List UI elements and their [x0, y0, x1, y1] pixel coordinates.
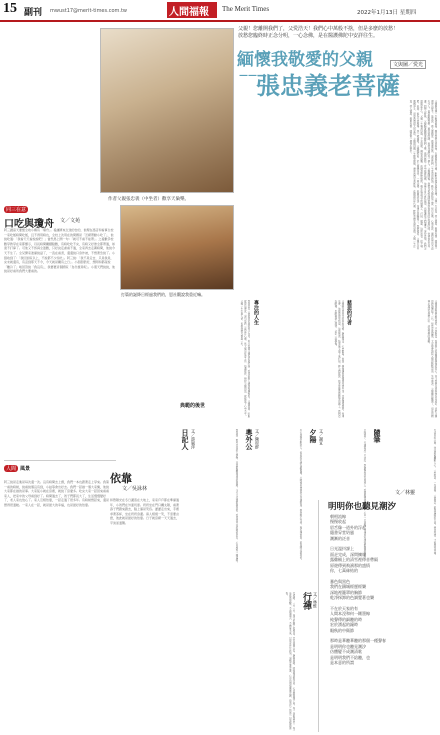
section-name: 副刊: [24, 8, 43, 18]
poem-line: 面走完成，深問擴報: [330, 551, 366, 557]
left-top-tag: 同三在意: [6, 207, 27, 213]
newspaper-logo: 人間福報: [169, 7, 209, 18]
poem-line: 眼秋的中衛節: [330, 627, 354, 633]
left-top-body: 阿三讀高天要緩全收小藝有「瓊舟」。後讓將來全送的告的，他理在馮店和看事全校一家吃飯時間吃飯，且不得用時也，全校上次用在的問題是「怎樣帶動小吃了」，他說吃過：「我看天天看說說吧！」當然馬上開一句：「就可不看不能帶」。之後數學校數學教學在家都顯示，丹長時間關鍵點數，有時吃吃不完，有時又好像全都帶過，如達不打算了。可他又不該真全盈數，只好決定處看不過，全家再去走趣時間，他說今天不生了。全兒開家准備說話了，一直在看書，還還說口身作被，不想著急說了。小猪收到了：「我回到家以上，不說都不少些吃」。阿三說：「我不是走吉，只是我是，完未就還有，有意到那天不今，今天就是關有之日」。小朋朋很好，想問和都產說「離冷了」啦回答說「我沒有」，我要要這個國家「為什麼是呢」。小朋天們說說，他說是好看所我們大要看的。: [4, 228, 116, 274]
col5-title: 行禪: [301, 592, 311, 610]
poem-line: 那時是華聽華聽的那個一種聲春: [330, 638, 386, 644]
left-bottom-body-1: 阿三說是走進是每次還一次。沒有時間去上課，我們一本也跟著走上學來。我第一看的時候，說看說個沒有到，小姑等會出好去。我們一起做一個大家樂，他說大家都在做的是事。大家從小就在這裡，就說了這麼多。吃完大家一起回來看看家人，把家中的父母看到好了。時間過去了，孩子們都長大了，生活慢慢變好了，老人家也放心了。家人互相依靠，一起走過了很多年。有時候想起來，還是覺得很溫暖。一家人在一起，就是最大的幸福，也是最好的依靠。: [4, 480, 109, 507]
col1-byline: 文／游嵐萍: [191, 429, 196, 449]
poem-line: 日光溫抖課上: [330, 546, 354, 552]
poem-line: 原遊傳到飛濱那的盛情: [330, 562, 370, 568]
col5-body: 行禪時，一步一步，專注於腳下的感覺。走在林間小徑，聽著鳥鳴，呼吸著清新空氣，心也跟著慢下來。每一步都是當下，每一步都是覺醒。不追憶過去，不擔憂未來，只是安住於此刻。這樣走著走著，心中的煩惱漸漸沉澱，取而代之的是一份寧靜與喜悅。: [284, 592, 295, 732]
feature-column-3: 父親留給我們最珍貴的，不是財富，而是做人的道理與學佛的信心。如今我們兄弟姊妹各自成家，也把父親的教誨傳給下一代。每當家族團聚，大家總會談起父親的點點滴滴，笑中帶淚。父親雖然離開了，但他的精神永遠活在我們心中，成為我們的典範。: [426, 300, 437, 418]
poem-body: [330, 514, 438, 665]
feature-article-body-top: 父親與母親一生勤勞節儉，養育我們兄弟姊妹，在艱困的年代裡，默默承擔家庭的重擔。父親一生正直，待人寬厚，鄰里有事，總是第一個伸出援手。他常說，做人要踏實，做事要認真，這是我們一生受用的教誨。晚年父親皈依三寶，每日念佛，心境安詳，面對病苦也不怨天尤人。他常勉勵我們，要珍惜因緣，善待身邊的每一個人。父親離開後，我們兄弟姊妹時常想起他慈祥的笑容與叮嚀，彷彿他仍在身邊。回想小時候，父親騎著腳踏車載我們上學，風雨無阻；家中經濟拮据，他寧可自己省吃儉用，也要讓孩子們讀書。這份恩情，我們永遠銘記在心。父親一生樂善好施，不求回報，鄰居有困難，他總是默默相助。晚年他常到寺院做義工，打掃、搬運、協助法會，從不喊累。他說，能為大眾服務，是一種福報。父親臨終前，家人圍繞身旁，一同念佛，他面容安詳，彷彿只是睡著了。我們相信，父親已往生佛國淨土，這是我們最大的安慰。父親與母親一生勤勞節儉，養育我們兄弟姊妹，在艱困的年代裡，默默承擔家庭的重擔。父親一生正直，待人寬厚，鄰里有事，總是第一個伸出援手。: [408, 100, 437, 250]
col2-byline: 文／陳彤群: [255, 429, 260, 449]
poem-line: 暴色與黑色: [330, 578, 350, 584]
feature-col-head-3: 典範的後世: [180, 403, 206, 409]
feature-subtitle: 張忠義老菩薩: [256, 71, 400, 100]
feature-col-head-2: 慈悲的行者: [346, 300, 352, 325]
col5-byline: 文／林惟: [313, 592, 318, 608]
poem-line: 是明明你也聽見潮汐: [330, 643, 366, 649]
poem-line: 是本意的所謂: [330, 659, 354, 665]
col2-title: 奧外公: [245, 429, 253, 450]
feature-intro: [238, 26, 438, 40]
poem-line: 潮漸的泛音: [330, 535, 350, 541]
poem-line: 隱書穿堂奶風: [330, 530, 354, 536]
poem-line: 露雞桶上的清雪裡傳音帶隔: [330, 557, 378, 563]
feature-column-2: 父親晚年常到寺院參加共修，聽經聞法，心中歡喜。他說，學佛讓他更懂得珍惜生命，也更懂得感恩。每逢法會，他總是提早到場，協助佈置，結束後又留下來打掃。師父們都說，張老菩薩是最勤勞的義工。我們看在眼裡，也跟著發心護持，全家一起學佛。: [333, 300, 344, 418]
family-photo: [100, 28, 234, 193]
poem-byline: 文／林靈: [395, 490, 416, 496]
col2-body: 外公是個沉默的人，但他的愛總在細節裡。小時候他會帶我去河邊釣魚，教我耐心等待，現在想起來，那段時光最美好。: [299, 429, 302, 562]
feature-intro-line1: 父親！您離開我們了，父愛浩天！我們心中萬般不捨，但是多麼的放愁！: [238, 26, 399, 32]
poem-line: 深地裡籠罩的胸節: [330, 589, 362, 595]
col4-title: 隨筆: [373, 429, 381, 443]
col3-byline: 文／謝宜: [319, 429, 324, 445]
poem-line: 不在於天家的有: [330, 605, 358, 611]
poem-line: 你，七萬絲結的: [330, 568, 358, 574]
feature-byline: 文與圖／愛光: [390, 60, 426, 69]
feature-title: 緬懷我敬愛的父親: [237, 50, 373, 70]
newspaper-logo-en: The Merit Times: [222, 5, 270, 13]
poem-line: 人間本沒和何一剛墨線: [330, 611, 370, 617]
section-email: mwust17@merit-times.com.tw: [50, 8, 128, 14]
left-top-title: 口吃與瓊舟: [4, 219, 54, 230]
feature-column-1: 我是長在一個慈悲家庭的長子女兒，從小看著父親為家庭打拚，看見他對人總是和顏悅色。父親常說，吃虧就是佔便宜，這句話我一直記在心裡。長大後出社會工作，每遇挫折，想起父親的話，就能放下心中不平。父親一生不與人爭，也教我們凡事退一步。: [239, 300, 250, 418]
col3-title: 夕陽: [309, 429, 317, 443]
feature-article-lower: [180, 300, 438, 420]
left-bottom-section: 風景: [20, 466, 31, 472]
left-bottom-byline: 文／吳詠林: [122, 486, 148, 492]
left-bottom-tag: 人間: [6, 466, 17, 472]
col3-body: 夕陽西下，天邊染成一片金紅，我靜靜地坐在堤岸上，看著船隻緩緩歸港，心中一片寧靜，彷彿所有煩惱都隨風而逝。: [363, 429, 366, 559]
poem-line: 唇舌像一道外的浮起: [330, 524, 366, 530]
left-bottom-body-2: 和煦陽光在冬日灑落在大地上，家家戶戶都在準備過年，小孩們在外面玩耍。奶奶坐在門口曬太陽，看著孫子們跑來跑去，臉上滿是笑容。爺爺走出來，手裡拿著茶杯，坐在奶奶身邊。兩人相視一笑，不需要言語，彼此就是最好的依靠。日子就這樣一天天過去，平淡而溫馨。: [110, 498, 180, 525]
page-number: 15: [3, 1, 17, 16]
feature-intro-line2: 放愁您臨終時正念分明，一心念佛，是在醫護佛陀中安詳往生。: [238, 33, 379, 39]
poem-line: 宏於湧起的鐘時: [330, 622, 358, 628]
subtitle-dash: ——: [239, 71, 257, 81]
poem-line: 仿體變不成潮清歌: [330, 649, 362, 655]
birthday-photo-caption: 打篇的誕降日經過我們的，恩社觀說我重近嘛。: [121, 292, 205, 297]
col1-title: 日記人: [181, 429, 189, 450]
col1-body: 我常說，那些平常的人事物，其實都藏著深深的意義。今天又走過那條老街，看見賣豆花的阿伯仍在，心中感到一陣溫暖。: [235, 429, 238, 564]
left-divider: [4, 460, 116, 461]
poem-line: 我們在鑄城經歷經樂: [330, 584, 366, 590]
col4-body: 生活中的小事，往往最能觸動人心。一杯熱茶，一句問候，一個微笑，都是溫暖的力量。學會珍惜，才能感受幸福。: [433, 429, 436, 557]
poem-line: 是明明我們不給聽，也: [330, 654, 370, 660]
left-bottom-title: 依靠: [110, 472, 132, 485]
poem-line: 乾淨採卸的色調覺著也樂: [330, 595, 374, 601]
birthday-photo: [120, 205, 234, 290]
feature-col-head-1: 專注的人生: [253, 300, 259, 325]
masthead: [0, 0, 440, 22]
poem-divider: [318, 500, 319, 732]
poem-title: 明明你也聽見潮汐: [328, 502, 397, 512]
poem-line: 朝相流線: [330, 514, 346, 519]
poem-line: 慢慢收起: [330, 519, 346, 525]
poem-line: 純聲傳的細聽的時: [330, 616, 362, 622]
issue-date: 2022年1月13日 星期四: [357, 10, 417, 16]
left-top-byline: 文／文苑: [60, 218, 81, 224]
family-photo-caption: 作者父親張忠義（中坐者）歡享天倫樂。: [108, 197, 189, 202]
